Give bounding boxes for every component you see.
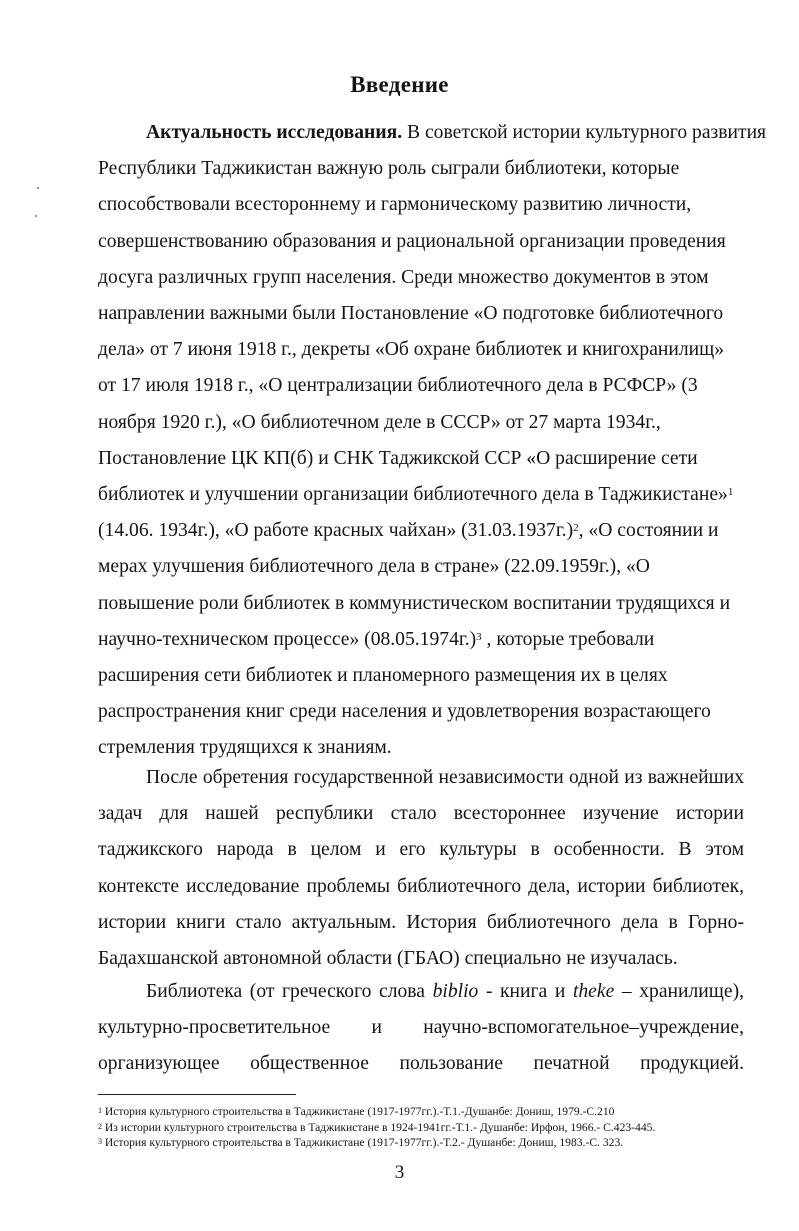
footnote: $^2$ Из истории культурного строительства в Таджикистане в 1924-1941гг.-Т.1.- Душанбе: Ирфон, 1966.- С.423-445. bbox=[98, 1120, 656, 1134]
text-line: (14.06. 1934г.), «О работе красных чайхан» $(31.03.1937г.)^2$, «О состоянии и bbox=[98, 520, 719, 542]
text-line: Постановление ЦК КП(б) и СНК Таджикской ССР «О расширение сети bbox=[98, 447, 698, 469]
text-line: научно-техническом процессе» $(08.05.1974г.)^3$ , которые требовали bbox=[98, 628, 655, 650]
text-line: мерах улучшения библиотечного дела в стране» (22.09.1959г.), «О bbox=[98, 556, 650, 578]
text-line: контексте исследование проблемы библиотечного дела, истории библиотек, bbox=[98, 875, 744, 897]
paragraph-relevance bbox=[98, 115, 767, 767]
footnote: $^1$ История культурного строительства в Таджикистане (1917-1977гг.).-Т.1.-Душанбе: Дониш, 1979.-С.210 bbox=[98, 1105, 615, 1118]
text-line: таджикского народа в целом и его культуры в особенности. В этом bbox=[98, 839, 744, 861]
paragraph-independence bbox=[98, 760, 744, 977]
text-line: Республики Таджикистан важную роль сыграли библиотеки, которые bbox=[98, 158, 680, 180]
text-line: от 17 июля 1918 г., «О централизации библиотечного дела в РСФСР» (3 bbox=[98, 375, 698, 397]
text-line: стремления трудящихся к знаниям. bbox=[98, 737, 392, 759]
text-line: организующее общественное пользование печатной продукцией. bbox=[98, 1053, 744, 1075]
paragraph-library-definition bbox=[98, 974, 744, 1083]
text-line: распространения книг среди населения и удовлетворения возрастающего bbox=[98, 701, 711, 723]
text-line: совершенствованию образования и рациональной организации проведения bbox=[98, 230, 726, 252]
term-theke: theke bbox=[572, 981, 615, 1002]
text-line: Актуальность исследования. В советской истории культурного развития bbox=[146, 122, 767, 143]
section-heading: Актуальность исследования. bbox=[146, 122, 403, 143]
footnote-ref: 3 bbox=[476, 630, 482, 643]
scan-speck bbox=[37, 187, 39, 189]
footnotes bbox=[98, 1104, 744, 1151]
text-line: направлении важными были Постановление «О подготовке библиотечного bbox=[98, 303, 724, 325]
text-line: дела» от 7 июня 1918 г., декреты «Об охране библиотек и книгохранилищ» bbox=[98, 339, 725, 361]
text-line: досуга различных групп населения. Среди множество документов в этом bbox=[98, 266, 709, 288]
text-line: способствовали всестороннему и гармоническому развитию личности, bbox=[98, 194, 692, 216]
page-title: Введение bbox=[350, 72, 449, 97]
footnote-separator bbox=[98, 1094, 296, 1095]
footnote: $^3$ История культурного строительства в Таджикистане (1917-1977гг.).-Т.2.- Душанбе: Дониш, 1983.-С. 323. bbox=[98, 1136, 624, 1149]
text-line: культурно-просветительное и научно-вспомогательное–учреждение, bbox=[98, 1017, 744, 1039]
text-line: После обретения государственной независимости одной из важнейших bbox=[146, 767, 744, 788]
text-line: повышение роли библиотек в коммунистическом воспитании трудящихся и bbox=[98, 592, 731, 614]
text-line: Библиотека (от греческого слова biblio - книга и theke – хранилище), bbox=[146, 981, 744, 1002]
text-line: задач для нашей республики стало всестороннее изучение истории bbox=[98, 803, 744, 825]
page-number: 3 bbox=[394, 1162, 405, 1183]
text-line: Бадахшанской автономной области (ГБАО) специально не изучалась. bbox=[98, 948, 678, 970]
text-line: истории книги стало актуальным. История библиотечного дела в Горно- bbox=[98, 911, 744, 933]
text-line: ноября 1920 г.), «О библиотечном деле в СССР» от 27 марта 1934г., bbox=[98, 411, 661, 433]
scan-speck bbox=[35, 215, 37, 217]
text-line: расширения сети библиотек и планомерного размещения их в целях bbox=[98, 665, 668, 687]
footnote-ref: 1 bbox=[727, 486, 734, 499]
term-biblio: biblio bbox=[432, 981, 479, 1002]
footnote-ref: 2 bbox=[573, 522, 579, 535]
text-line: библиотек и улучшении организации библиотечного дела в Таджикистане»$^1$ bbox=[98, 484, 734, 506]
